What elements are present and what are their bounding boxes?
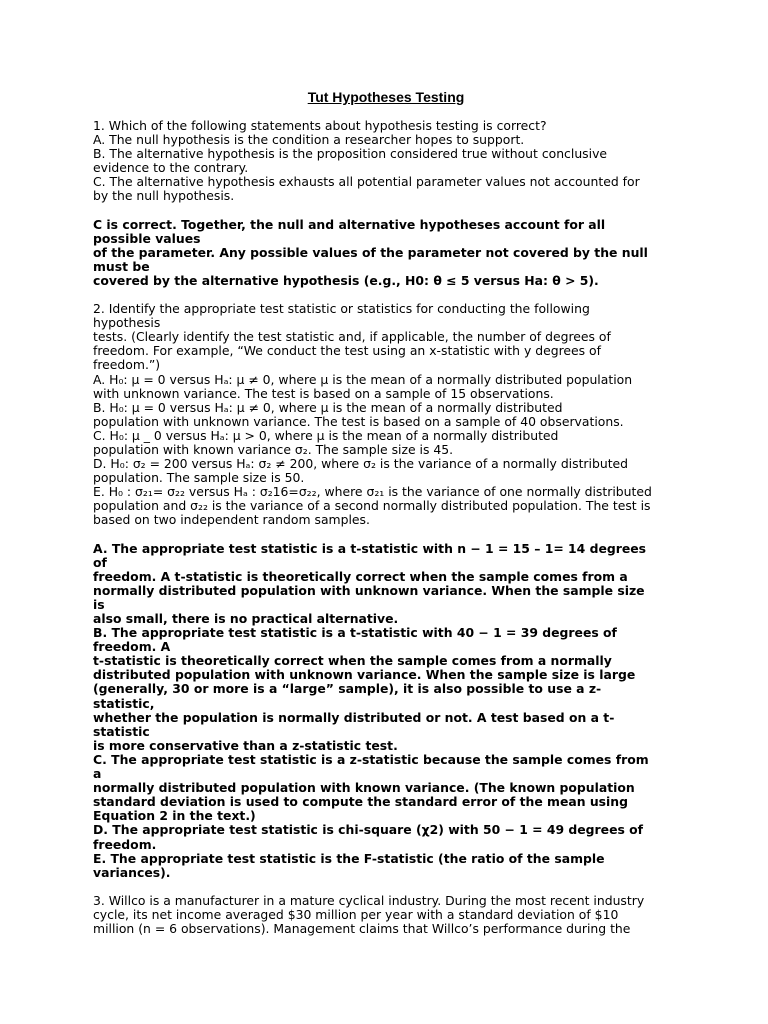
answer-2-line: standard deviation is used to compute the standard error of the mean using	[93, 794, 628, 810]
answer-1	[93, 218, 679, 288]
answer-2-line: is	[93, 596, 105, 612]
question-3-line: cycle, its net income averaged $30 million per year with a standard deviation of $10	[93, 906, 619, 922]
question-2-intro-line: tests. (Clearly identify the test statistic and, if applicable, the number of degrees of	[93, 329, 611, 345]
question-2-item-line: E. H₀ : σ₂₁= σ₂₂ versus Hₐ : σ₂16=σ₂₂, where σ₂₁ is the variance of one normally distributed	[93, 484, 652, 500]
question-2-item-line: C. H₀: μ _ 0 versus Hₐ: μ > 0, where μ is the mean of a normally distributed	[93, 427, 559, 443]
question-2-item-line: with unknown variance. The test is based on a sample of 15 observations.	[93, 385, 554, 401]
answer-1-line: covered by the alternative hypothesis (e.g., H0: θ ≤ 5 versus Ha: θ > 5).	[93, 272, 599, 288]
answer-2-line: normally distributed population with known variance. (The known population	[93, 780, 635, 796]
answer-2-line: also small, there is no practical alternative.	[93, 611, 399, 626]
answer-2-line: is more conservative than a z-statistic test.	[93, 737, 398, 753]
answer-2-line: (generally, 30 or more is a “large” sample), it is also possible to use a z-	[93, 681, 602, 697]
question-3	[93, 894, 679, 936]
question-2-item-line: population with known variance σ₂. The sample size is 45.	[93, 441, 454, 457]
question-2-item-line: D. H₀: σ₂ = 200 versus Hₐ: σ₂ ≠ 200, where σ₂ is the variance of a normally distributed	[93, 456, 629, 472]
answer-2-line: statistic,	[93, 695, 155, 711]
question-3-line: 3. Willco is a manufacturer in a mature cyclical industry. During the most recent industry	[93, 892, 645, 908]
answer-2-line: distributed population with unknown variance. When the sample size is large	[93, 667, 636, 683]
answer-2-line: freedom. A t-statistic is theoretically correct when the sample comes from a	[93, 568, 628, 584]
answer-2-line: B. The appropriate test statistic is a t-statistic with 40 − 1 = 39 degrees of	[93, 625, 617, 641]
question-1-line: 1. Which of the following statements about hypothesis testing is correct?	[93, 118, 547, 133]
question-2-item-line: population and σ₂₂ is the variance of a second normally distributed population. The test is	[93, 498, 651, 514]
document-title: Tut Hypotheses Testing	[307, 89, 465, 105]
question-2-intro-line: freedom. For example, “We conduct the test using an x-statistic with y degrees of	[93, 343, 601, 359]
answer-2-line: Equation 2 in the text.)	[93, 808, 256, 824]
document-page	[93, 88, 679, 950]
question-2-item-line: based on two independent random samples.	[93, 512, 370, 528]
question-3-line: million (n = 6 observations). Management claims that Willco’s performance during the	[93, 920, 631, 936]
question-2	[93, 302, 679, 528]
answer-1-line: must be	[93, 258, 150, 274]
answer-1-line: C is correct. Together, the null and alternative hypotheses account for all	[93, 216, 606, 232]
answer-1-line: of the parameter. Any possible values of the parameter not covered by the null	[93, 244, 648, 260]
question-1-line: A. The null hypothesis is the condition a researcher hopes to support.	[93, 132, 525, 148]
answer-2	[93, 542, 679, 880]
answer-2-line: A. The appropriate test statistic is a t-statistic with n − 1 = 15 – 1= 14 degrees	[93, 540, 647, 556]
question-2-item-line: B. H₀: μ = 0 versus Hₐ: μ ≠ 0, where μ is the mean of a normally distributed	[93, 399, 563, 415]
answer-2-line: statistic	[93, 723, 150, 739]
answer-2-line: freedom. A	[93, 639, 171, 655]
answer-2-line: freedom.	[93, 836, 157, 852]
question-1-line: C. The alternative hypothesis exhausts all potential parameter values not accounted for	[93, 174, 640, 190]
answer-2-line: variances).	[93, 864, 171, 880]
answer-2-line: a	[93, 766, 102, 782]
question-1-line: by the null hypothesis.	[93, 188, 235, 204]
answer-2-line: whether the population is normally distributed or not. A test based on a t-	[93, 709, 615, 725]
question-2-intro-line: hypothesis	[93, 315, 161, 331]
answer-2-line: normally distributed population with unknown variance. When the sample size	[93, 582, 645, 598]
answer-2-line: D. The appropriate test statistic is chi-square (χ2) with 50 − 1 = 49 degrees of	[93, 822, 644, 838]
question-2-intro-line: 2. Identify the appropriate test statistic or statistics for conducting the following	[93, 301, 590, 317]
question-2-item-line: population. The sample size is 50.	[93, 470, 305, 486]
question-2-intro-line: freedom.”)	[93, 357, 161, 373]
answer-1-line: possible values	[93, 230, 201, 246]
answer-2-line: C. The appropriate test statistic is a z-statistic because the sample comes from	[93, 751, 649, 767]
question-2-item-line: population with unknown variance. The test is based on a sample of 40 observations.	[93, 413, 624, 429]
answer-2-line: of	[93, 554, 107, 570]
question-1	[93, 119, 679, 204]
answer-2-line: t-statistic is theoretically correct when the sample comes from a normally	[93, 653, 612, 669]
question-2-item-line: A. H₀: μ = 0 versus Hₐ: μ ≠ 0, where μ is the mean of a normally distributed population	[93, 371, 633, 387]
question-1-line: B. The alternative hypothesis is the proposition considered true without conclusive	[93, 146, 608, 162]
question-1-line: evidence to the contrary.	[93, 160, 249, 176]
answer-2-line: E. The appropriate test statistic is the F-statistic (the ratio of the sample	[93, 850, 605, 866]
